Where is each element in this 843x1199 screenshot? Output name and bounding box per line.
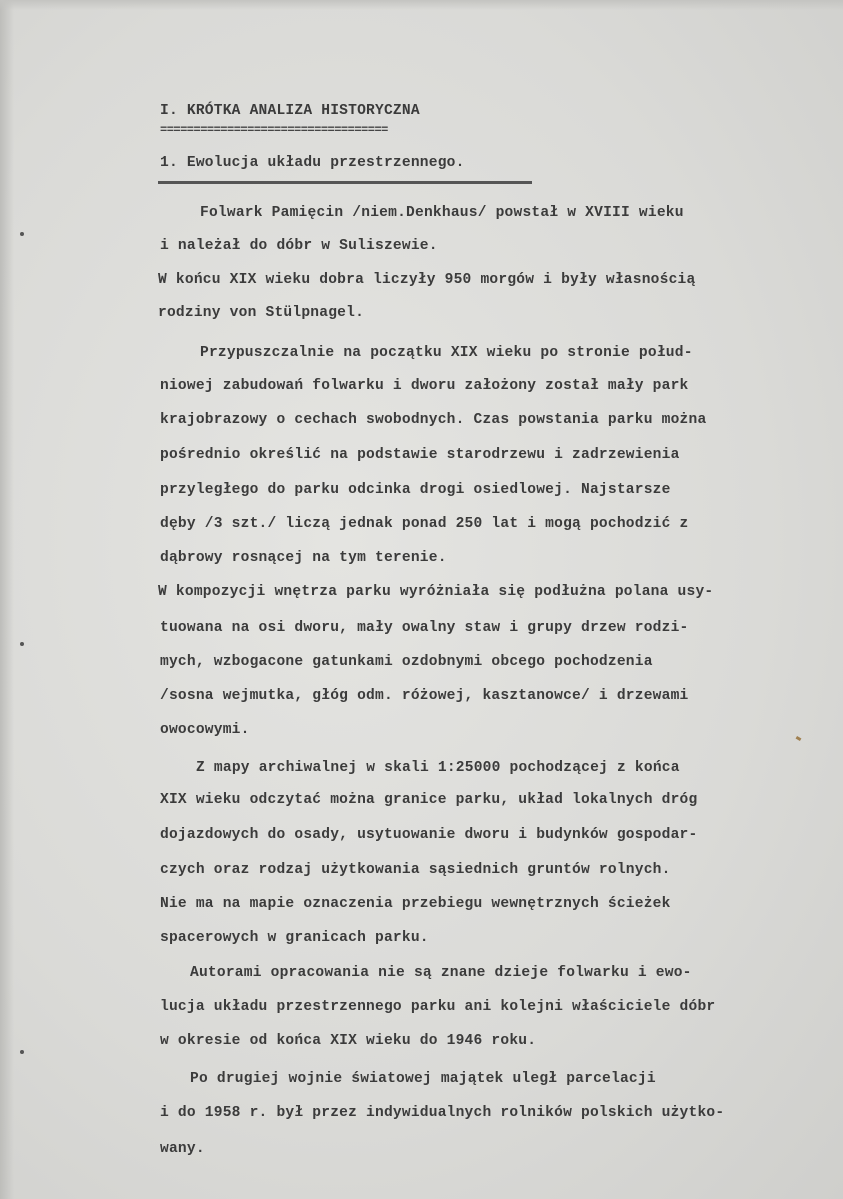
text-line: /sosna wejmutka, głóg odm. różowej, kasztanowce/ i drzewami (160, 688, 689, 704)
text-line: mych, wzbogacone gatunkami ozdobnymi obcego pochodzenia (160, 654, 653, 670)
text-line: dojazdowych do osady, usytuowanie dworu i budynków gospodar- (160, 827, 698, 843)
text-line: dęby /3 szt./ liczą jednak ponad 250 lat i mogą pochodzić z (160, 516, 689, 532)
paper-fleck (796, 736, 802, 741)
text-line: pośrednio określić na podstawie starodrzewu i zadrzewienia (160, 447, 680, 463)
text-line: Po drugiej wojnie światowej majątek uległ parcelacji (190, 1071, 656, 1087)
text-line: w okresie od końca XIX wieku do 1946 roku. (160, 1033, 537, 1049)
text-line: niowej zabudowań folwarku i dworu założony został mały park (160, 378, 689, 394)
text-line: dąbrowy rosnącej na tym terenie. (160, 550, 447, 566)
text-line: czych oraz rodzaj użytkowania sąsiednich gruntów rolnych. (160, 862, 671, 878)
text-line: Autorami opracowania nie są znane dzieje folwarku i ewo- (190, 965, 692, 981)
text-line: wany. (160, 1141, 205, 1157)
text-line: Z mapy archiwalnej w skali 1:25000 pochodzącej z końca (196, 760, 680, 776)
text-line: W końcu XIX wieku dobra liczyły 950 morgów i były własnością (158, 272, 696, 288)
text-line: Folwark Pamięcin /niem.Denkhaus/ powstał w XVIII wieku (200, 205, 684, 221)
text-line: XIX wieku odczytać można granice parku, układ lokalnych dróg (160, 792, 698, 808)
text-line: i należał do dóbr w Suliszewie. (160, 238, 438, 254)
subsection-heading: 1. Ewolucja układu przestrzennego. (160, 155, 465, 171)
text-line: przyległego do parku odcinka drogi osiedlowej. Najstarsze (160, 482, 671, 498)
text-line: Nie ma na mapie oznaczenia przebiegu wewnętrznych ścieżek (160, 896, 671, 912)
heading-underline: ================================== (160, 123, 388, 137)
text-line: rodziny von Stülpnagel. (158, 305, 365, 321)
page-top-shadow (0, 0, 843, 10)
text-line: owocowymi. (160, 722, 250, 738)
text-line: spacerowych w granicach parku. (160, 930, 429, 946)
section-heading: I. KRÓTKA ANALIZA HISTORYCZNA (160, 103, 420, 119)
text-line: lucja układu przestrzennego parku ani kolejni właściciele dóbr (160, 999, 716, 1015)
text-line: i do 1958 r. był przez indywidualnych rolników polskich użytko- (160, 1105, 725, 1121)
subheading-underline (158, 181, 532, 184)
margin-speck (20, 642, 24, 646)
margin-speck (20, 232, 24, 236)
text-line: W kompozycji wnętrza parku wyróżniała się podłużna polana usy- (158, 584, 714, 600)
text-line: tuowana na osi dworu, mały owalny staw i grupy drzew rodzi- (160, 620, 689, 636)
page-edge-shadow (0, 0, 14, 1199)
margin-speck (20, 1050, 24, 1054)
text-line: Przypuszczalnie na początku XIX wieku po stronie połud- (200, 345, 693, 361)
text-line: krajobrazowy o cechach swobodnych. Czas powstania parku można (160, 412, 707, 428)
